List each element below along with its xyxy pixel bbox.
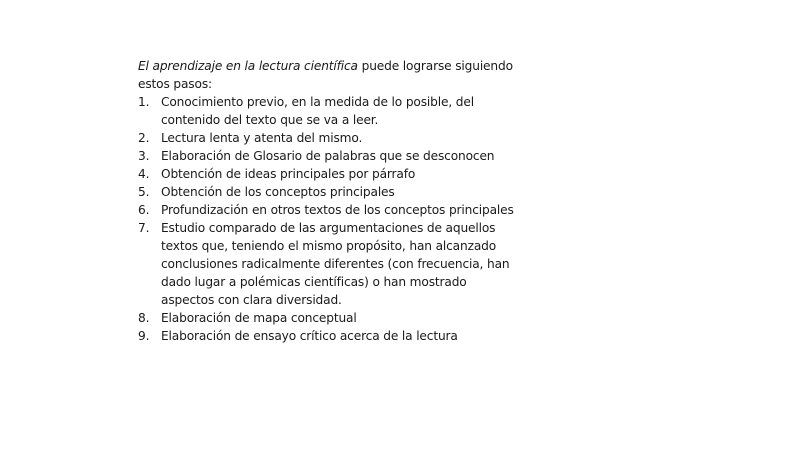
list-item-number: 2. xyxy=(138,131,150,145)
list-item xyxy=(138,129,538,147)
list-item-text: Obtención de ideas principales por párrafo xyxy=(161,167,416,181)
list-item xyxy=(138,147,538,165)
intro-paragraph xyxy=(138,57,518,93)
list-item-number: 3. xyxy=(138,149,150,163)
list-item xyxy=(138,309,538,327)
list-item-number: 1. xyxy=(138,95,150,109)
list-item-text: Elaboración de mapa conceptual xyxy=(161,311,357,325)
list-item-text: Elaboración de ensayo crítico acerca de la lectura xyxy=(161,329,458,343)
list-item xyxy=(138,201,538,219)
list-item xyxy=(138,219,538,309)
list-item-text: Elaboración de Glosario de palabras que se desconocen xyxy=(161,149,495,163)
list-item xyxy=(138,327,538,345)
list-item xyxy=(138,183,538,201)
document-body xyxy=(138,57,538,345)
list-item xyxy=(138,165,538,183)
list-item-text: Conocimiento previo, en la medida de lo posible, del contenido del texto que se va a leer. xyxy=(161,95,474,127)
list-item xyxy=(138,93,538,129)
steps-list xyxy=(138,93,538,345)
list-item-text: Lectura lenta y atenta del mismo. xyxy=(161,131,363,145)
list-item-number: 7. xyxy=(138,221,150,235)
list-item-number: 8. xyxy=(138,311,150,325)
list-item-text: Estudio comparado de las argumentaciones de aquellos textos que, teniendo el mismo propósito, han alcanzado conclusiones radicalmente diferentes (con frecuencia, han dado lugar a polémicas científicas) o han mostrado aspectos con clara diversidad. xyxy=(161,221,510,307)
list-item-text: Profundización en otros textos de los conceptos principales xyxy=(161,203,514,217)
list-item-number: 6. xyxy=(138,203,150,217)
intro-text: puede lograrse siguiendo estos pasos: xyxy=(138,59,513,91)
list-item-text: Obtención de los conceptos principales xyxy=(161,185,395,199)
list-item-number: 9. xyxy=(138,329,150,343)
list-item-number: 5. xyxy=(138,185,150,199)
intro-italic-phrase: El aprendizaje en la lectura científica xyxy=(138,59,358,73)
list-item-number: 4. xyxy=(138,167,150,181)
